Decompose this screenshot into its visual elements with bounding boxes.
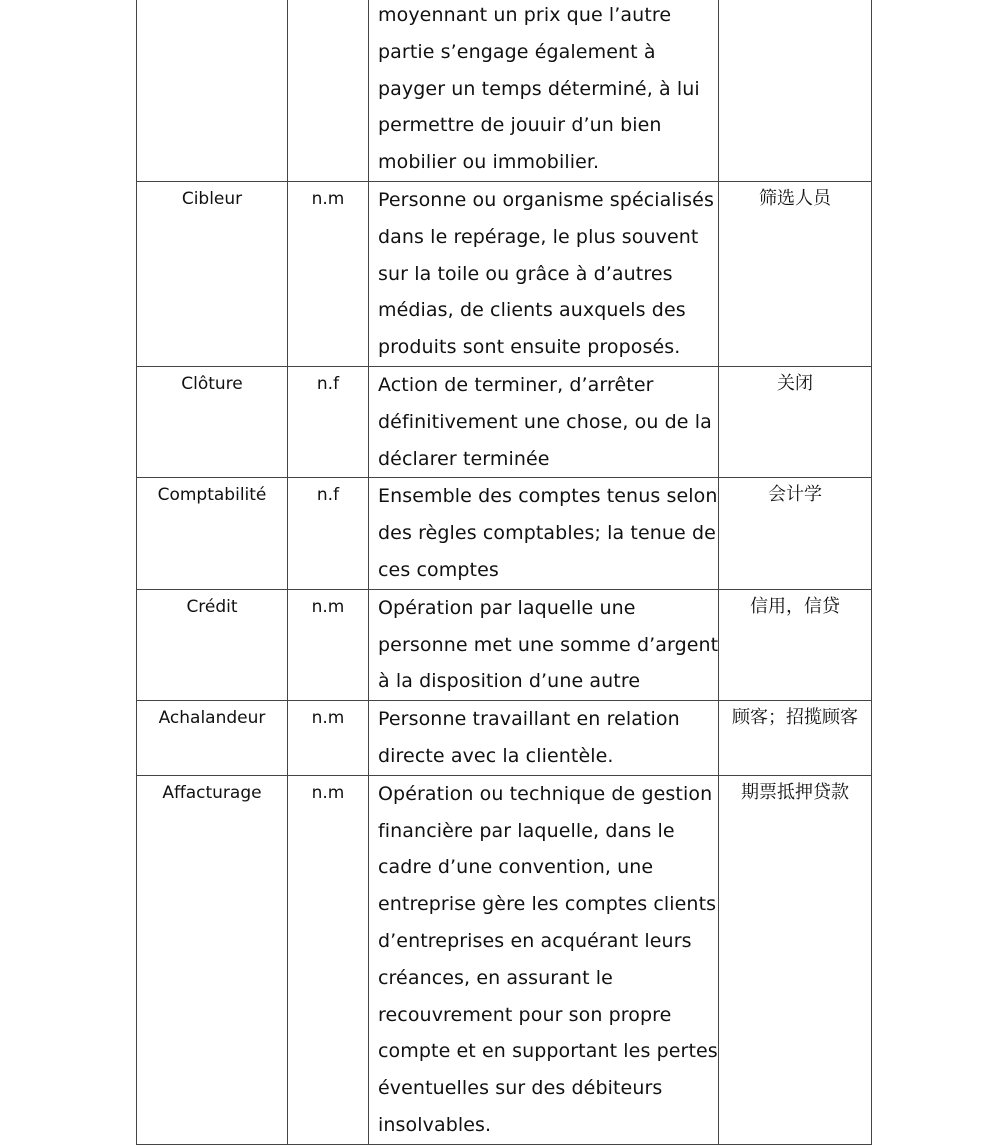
gender-cell (288, 181, 369, 366)
chinese-cell (719, 775, 872, 1144)
definition-cell (369, 366, 719, 477)
definition-line: Opération ou technique de gestion (378, 782, 713, 805)
grammatical-gender: n.f (316, 373, 340, 394)
definition-line: créances, en assurant le (378, 966, 613, 989)
definition-line: définitivement une chose, ou de la (378, 410, 712, 433)
gender-cell (288, 0, 369, 181)
term-cell (137, 775, 288, 1144)
chinese-translation: 筛选人员 (759, 187, 831, 209)
definition-line: éventuelles sur des débiteurs (378, 1077, 663, 1100)
definition-line: Action de terminer, d’arrêter (378, 373, 654, 396)
gender-cell (288, 366, 369, 477)
chinese-translation: 顾客；招揽顾客 (732, 707, 858, 729)
definition-line: déclarer terminée (378, 447, 550, 470)
term: Cibleur (181, 188, 243, 209)
chinese-translation: 期票抵押贷款 (741, 781, 849, 803)
definition-line: cadre d’une convention, une (378, 856, 654, 879)
table-row (137, 589, 872, 700)
term: Clôture (181, 373, 243, 394)
definition-line: dans le repérage, le plus souvent (378, 225, 699, 248)
definition-line: des règles comptables; la tenue de (378, 522, 716, 545)
chinese-cell (719, 701, 872, 776)
grammatical-gender: n.m (311, 596, 345, 617)
term-cell (137, 478, 288, 589)
table-row (137, 181, 872, 366)
definition-line: entreprise gère les comptes clients (378, 893, 717, 916)
definition-line: d’entreprises en acquérant leurs (378, 929, 692, 952)
definition-line: insolvables. (378, 1113, 492, 1136)
definition (369, 478, 718, 588)
term: Comptabilité (157, 485, 267, 506)
chinese-cell (719, 181, 872, 366)
term: Achalandeur (158, 708, 266, 729)
term (137, 0, 287, 3)
definition-line: mobilier ou immobilier. (378, 151, 600, 174)
definition-cell (369, 0, 719, 181)
definition-line: permettre de jouuir d’un bien (378, 114, 662, 137)
definition-line: payger un temps déterminé, à lui (378, 77, 700, 100)
definition-line: directe avec la clientèle. (378, 744, 614, 767)
table-row (137, 0, 872, 181)
glossary-table (136, 0, 872, 1145)
gender-cell (288, 478, 369, 589)
definition-cell (369, 181, 719, 366)
definition-line: financière par laquelle, dans le (378, 819, 675, 842)
gender-cell (288, 701, 369, 776)
gender-cell (288, 589, 369, 700)
table-row (137, 775, 872, 1144)
grammatical-gender: n.m (311, 188, 345, 209)
chinese-translation: 信用，信贷 (750, 595, 840, 617)
table-row (137, 478, 872, 589)
table-row (137, 366, 872, 477)
term: Affacturage (162, 782, 262, 803)
definition-cell (369, 589, 719, 700)
chinese-cell (719, 0, 872, 181)
definition-line: partie s’engage également à (378, 40, 656, 63)
definition-line: produits sont ensuite proposés. (378, 336, 681, 359)
chinese-translation: 会计学 (768, 484, 822, 506)
chinese-cell (719, 589, 872, 700)
definition-line: Opération par laquelle une (378, 596, 636, 619)
definition (369, 367, 718, 477)
definition-line: Personne travaillant en relation (378, 708, 680, 731)
chinese-cell (719, 366, 872, 477)
definition-line: ces comptes (378, 558, 499, 581)
definition-line: à la disposition d’une autre (378, 670, 641, 693)
definition (369, 182, 718, 366)
definition (369, 701, 718, 775)
definition-cell (369, 478, 719, 589)
grammatical-gender (288, 0, 368, 3)
term-cell (137, 366, 288, 477)
definition (369, 0, 718, 181)
gender-cell (288, 775, 369, 1144)
definition-cell (369, 701, 719, 776)
definition-cell (369, 775, 719, 1144)
chinese-translation: 关闭 (777, 372, 813, 394)
chinese-cell (719, 478, 872, 589)
grammatical-gender: n.f (316, 485, 340, 506)
definition-line: moyennant un prix que l’autre (378, 4, 672, 26)
definition-line: médias, de clients auxquels des (378, 299, 686, 322)
definition-line: Ensemble des comptes tenus selon (378, 485, 718, 508)
grammatical-gender: n.m (311, 782, 345, 803)
table-row (137, 701, 872, 776)
definition (369, 776, 718, 1144)
term-cell (137, 701, 288, 776)
definition-line: recouvrement pour son propre (378, 1003, 672, 1026)
term-cell (137, 0, 288, 181)
definition-line: Personne ou organisme spécialisés (378, 188, 714, 211)
term: Crédit (186, 596, 238, 617)
chinese-translation (719, 0, 871, 3)
definition-line: sur la toile ou grâce à d’autres (378, 262, 673, 285)
grammatical-gender: n.m (311, 708, 345, 729)
term-cell (137, 589, 288, 700)
term-cell (137, 181, 288, 366)
definition-line: personne met une somme d’argent (378, 633, 719, 656)
definition-line: compte et en supportant les pertes (378, 1040, 718, 1063)
definition (369, 590, 718, 700)
